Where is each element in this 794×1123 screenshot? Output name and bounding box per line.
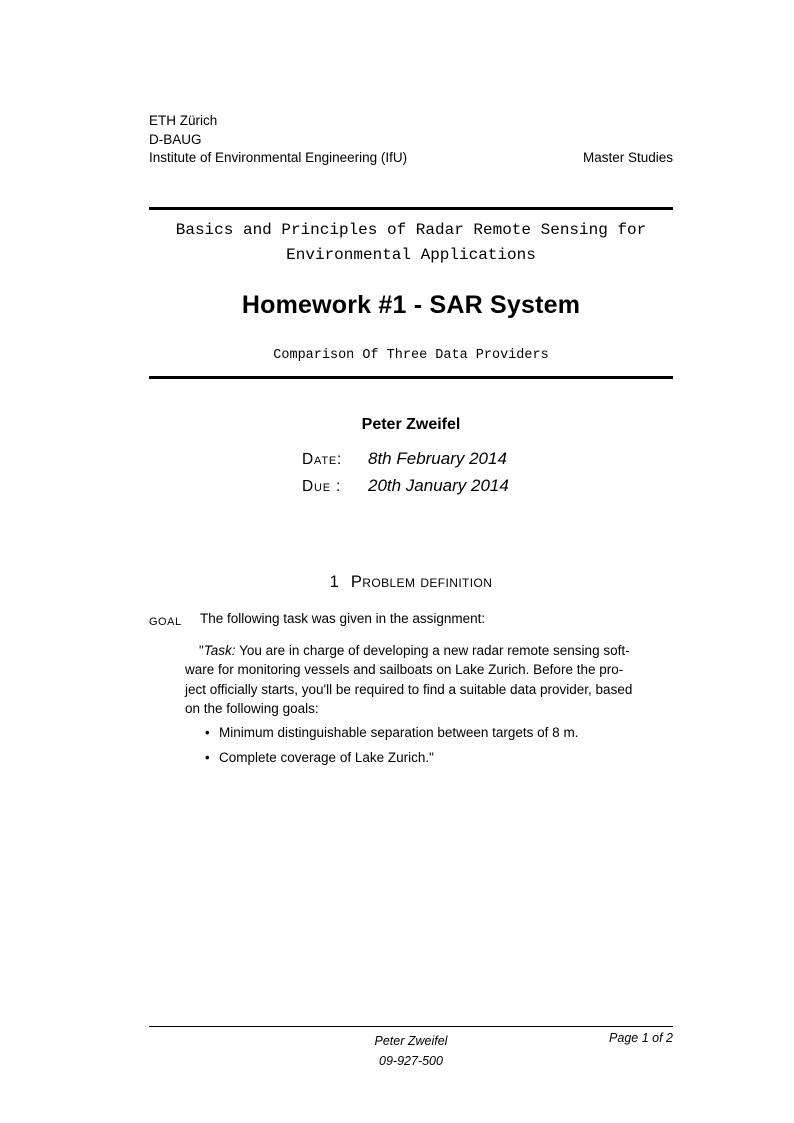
bullet-text: Complete coverage of Lake Zurich." xyxy=(219,750,434,765)
header-department: D-BAUG xyxy=(149,131,202,147)
title-rule-top xyxy=(149,207,673,210)
bullet-item xyxy=(205,748,651,767)
due-label: Due : xyxy=(302,478,342,495)
date-value: 8th February 2014 xyxy=(368,449,507,468)
course-title xyxy=(149,218,673,268)
course-title-line1: Basics and Principles of Radar Remote Sensing for xyxy=(175,221,647,239)
author-name: Peter Zweifel xyxy=(361,416,461,433)
quote-line2: ware for monitoring vessels and sailboats on Lake Zurich. Before the pro- xyxy=(185,662,624,678)
footer-student-id: 09-927-500 xyxy=(379,1054,443,1068)
bullet-item xyxy=(205,723,651,742)
bullet-icon: • xyxy=(205,725,210,740)
section-heading xyxy=(149,573,673,592)
footer-rule xyxy=(149,1026,673,1027)
course-subtitle: Comparison Of Three Data Providers xyxy=(273,348,549,363)
quote-line1-rest: You are in charge of developing a new radar remote sensing soft- xyxy=(235,643,630,658)
due-row xyxy=(302,476,509,503)
date-label: Date: xyxy=(302,451,343,468)
bullet-icon: • xyxy=(205,750,210,765)
letterhead xyxy=(149,112,673,168)
due-value: 20th January 2014 xyxy=(368,476,509,495)
footer-author: Peter Zweifel xyxy=(374,1034,448,1048)
goal-bullet-list xyxy=(205,723,651,773)
date-row xyxy=(302,449,509,476)
course-title-line2: Environmental Applications xyxy=(286,246,536,264)
assignment-quote xyxy=(185,641,651,718)
section-title: Problem definition xyxy=(350,573,493,591)
quote-line4: on the following goals: xyxy=(185,700,319,716)
section-number: 1 xyxy=(329,573,339,591)
quote-task-label: Task: xyxy=(203,643,236,658)
goal-margin-label: GOAL xyxy=(149,616,182,628)
header-institute: Institute of Environmental Engineering (IfU) xyxy=(149,150,408,166)
quote-line3: ject officially starts, you'll be required to find a suitable data provider, based xyxy=(185,681,633,697)
footer-page-number: Page 1 of 2 xyxy=(609,1031,673,1045)
homework-title: Homework #1 - SAR System xyxy=(241,291,581,319)
header-program: Master Studies xyxy=(582,150,673,166)
quote-line1 xyxy=(185,641,651,660)
title-rule-bottom xyxy=(149,376,673,379)
quote-open-mark: " xyxy=(199,643,204,658)
bullet-text: Minimum distinguishable separation between targets of 8 m. xyxy=(219,725,579,740)
goal-intro: The following task was given in the assignment: xyxy=(200,611,486,626)
header-institution: ETH Zürich xyxy=(149,113,218,128)
date-table xyxy=(302,449,509,503)
